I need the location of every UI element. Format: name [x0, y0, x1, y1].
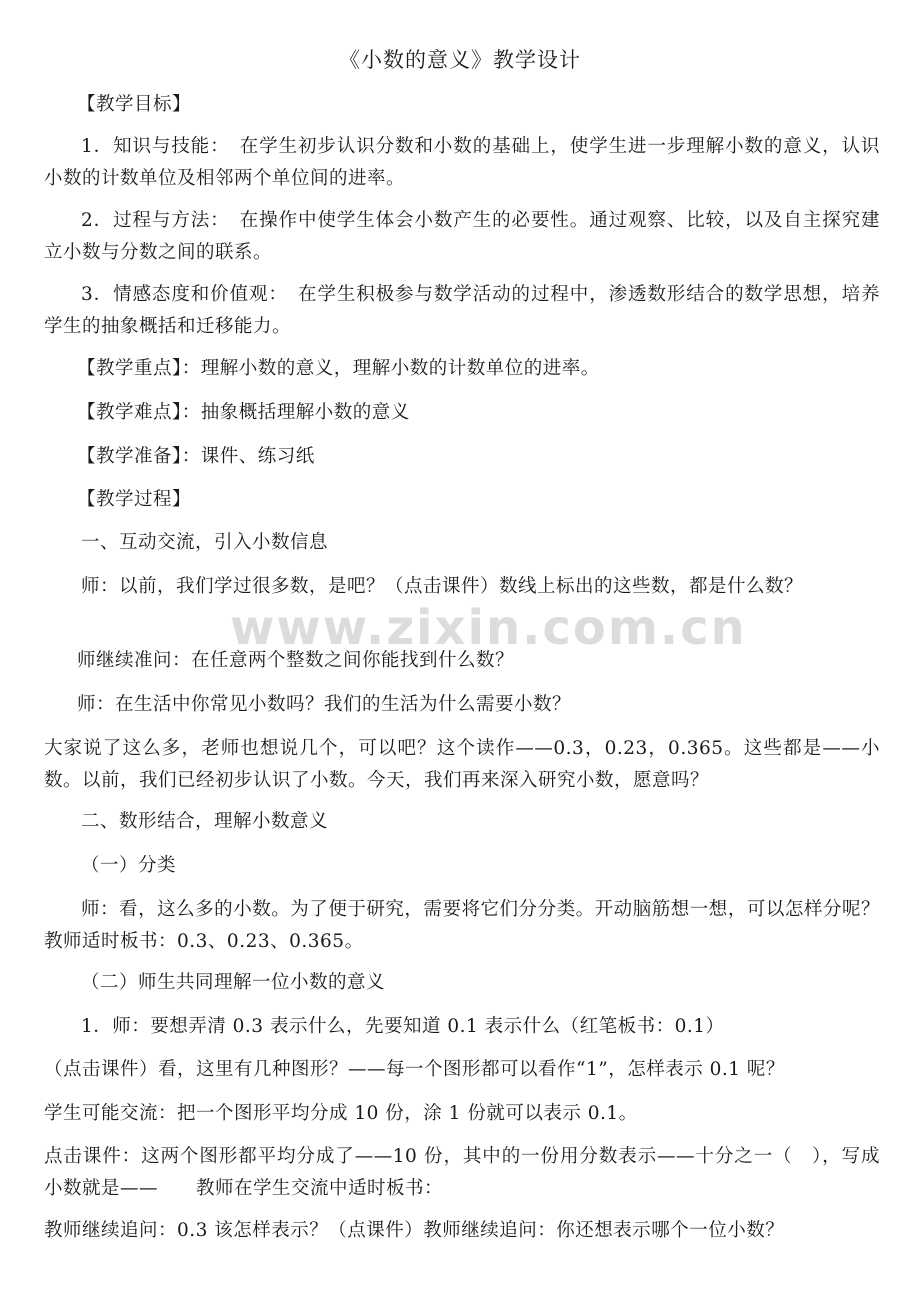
- paragraph-6: 1．师：要想弄清 0.3 表示什么，先要知道 0.1 表示什么（红笔板书：0.1）: [81, 1016, 725, 1037]
- paragraph-7: （点击课件）看，这里有几种图形？——每一个图形都可以看作“1”，怎样表示 0.1 呢？: [44, 1059, 785, 1080]
- watermark: www.zixin.com.cn: [230, 600, 747, 656]
- paragraph-2: 师继续准问：在任意两个整数之间你能找到什么数？: [77, 650, 515, 671]
- paragraph-3: 师：在生活中你常见小数吗？我们的生活为什么需要小数？: [77, 694, 572, 715]
- goal-knowledge: 1．知识与技能： 在学生初步认识分数和小数的基础上，使学生进一步理解小数的意义，认识小数的计数单位及相邻两个单位间的进率。: [44, 136, 880, 189]
- paragraph-9: 点击课件：这两个图形都平均分成了——10 份，其中的一份用分数表示——十分之一（ ），写成小数就是—— 教师在学生交流中适时板书：: [44, 1146, 880, 1199]
- paragraph-8: 学生可能交流：把一个图形平均分成 10 份，涂 1 份就可以表示 0.1。: [44, 1103, 638, 1124]
- process-heading: 【教学过程】: [77, 489, 192, 510]
- part2-heading: 二、数形结合，理解小数意义: [81, 811, 329, 832]
- part1-heading: 一、互动交流，引入小数信息: [81, 532, 329, 553]
- sub2-heading: （二）师生共同理解一位小数的意义: [81, 972, 386, 993]
- paragraph-1: 师：以前，我们学过很多数，是吧？（点击课件）数线上标出的这些数，都是什么数？: [81, 576, 804, 597]
- paragraph-5: 师：看，这么多的小数。为了便于研究，需要将它们分分类。开动脑筋想一想，可以怎样分呢？教师适时板书：0.3、0.23、0.365。: [44, 899, 880, 952]
- goals-heading: 【教学目标】: [77, 94, 192, 115]
- sub1-heading: （一）分类: [81, 855, 177, 876]
- goal-process: 2．过程与方法： 在操作中使学生体会小数产生的必要性。通过观察、比较，以及自主探究建立小数与分数之间的联系。: [44, 210, 880, 263]
- difficulty: 【教学难点】：抽象概括理解小数的意义: [77, 402, 410, 423]
- goal-attitude: 3．情感态度和价值观： 在学生积极参与数学活动的过程中，渗透数形结合的数学思想，培养学生的抽象概括和迁移能力。: [44, 284, 880, 337]
- paragraph-10: 教师继续追问：0.3 该怎样表示？（点课件）教师继续追问：你还想表示哪个一位小数？: [44, 1220, 785, 1241]
- key-point: 【教学重点】：理解小数的意义，理解小数的计数单位的进率。: [77, 358, 600, 379]
- preparation: 【教学准备】：课件、练习纸: [77, 446, 315, 467]
- document-title: 《小数的意义》教学设计: [339, 48, 581, 72]
- paragraph-4: 大家说了这么多，老师也想说几个，可以吧？这个读作——0.3，0.23，0.365。这些都是——小数。以前，我们已经初步认识了小数。今天，我们再来深入研究小数，愿意吗？: [44, 738, 880, 791]
